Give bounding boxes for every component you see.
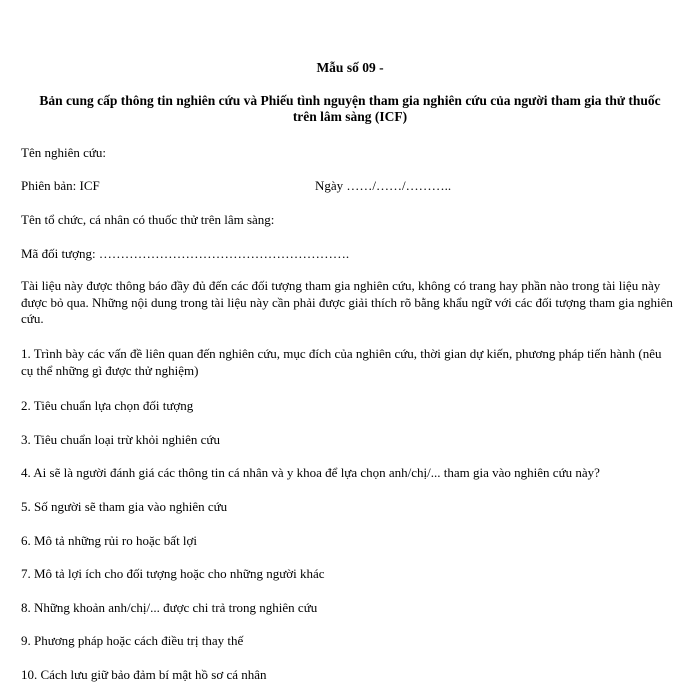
section-item: 9. Phương pháp hoặc cách điều trị thay thế: [21, 633, 244, 648]
study-name-field: Tên nghiên cứu:: [21, 145, 107, 160]
section-item: 2. Tiêu chuẩn lựa chọn đối tượng: [21, 398, 194, 413]
subject-code-field: Mã đối tượng: ………………………………………………….: [21, 246, 350, 261]
section-item: 5. Số người sẽ tham gia vào nghiên cứu: [21, 499, 228, 514]
section-item: 6. Mô tả những rủi ro hoặc bất lợi: [21, 533, 198, 548]
section-item: 10. Cách lưu giữ bảo đảm bí mật hồ sơ cá nhân: [21, 667, 267, 682]
document-heading: Bản cung cấp thông tin nghiên cứu và Phiếu tình nguyện tham gia nghiên cứu của người tham gia thử thuốc trên lâm sàng (ICF): [39, 93, 661, 124]
section-item: 3. Tiêu chuẩn loại trừ khỏi nghiên cứu: [21, 432, 220, 447]
section-item: 1. Trình bày các vấn đề liên quan đến nghiên cứu, mục đích của nghiên cứu, thời gian dự kiến, phương pháp tiến hành (nêu cụ thể những gì được thử nghiệm): [21, 346, 662, 378]
form-title: Mẫu số 09 -: [316, 60, 384, 75]
section-item: 8. Những khoản anh/chị/... được chi trả trong nghiên cứu: [21, 600, 318, 615]
organization-field: Tên tổ chức, cá nhân có thuốc thử trên lâm sàng:: [21, 212, 275, 227]
section-item: 4. Ai sẽ là người đánh giá các thông tin cá nhân và y khoa để lựa chọn anh/chị/... tham gia vào nghiên cứu này?: [21, 465, 600, 480]
section-item: 7. Mô tả lợi ích cho đối tượng hoặc cho những người khác: [21, 566, 325, 581]
date-field: Ngày ……/……/………..: [315, 178, 452, 193]
intro-paragraph: Tài liệu này được thông báo đầy đủ đến các đối tượng tham gia nghiên cứu, không có trang hay phần nào trong tài liệu này được bỏ qua. Những nội dung trong tài liệu này cần phải được giải thích rõ bằng khẩu ngữ với các đối tượng tham gia nghiên cứu.: [21, 278, 673, 326]
version-field: Phiên bản: ICF: [21, 178, 100, 193]
